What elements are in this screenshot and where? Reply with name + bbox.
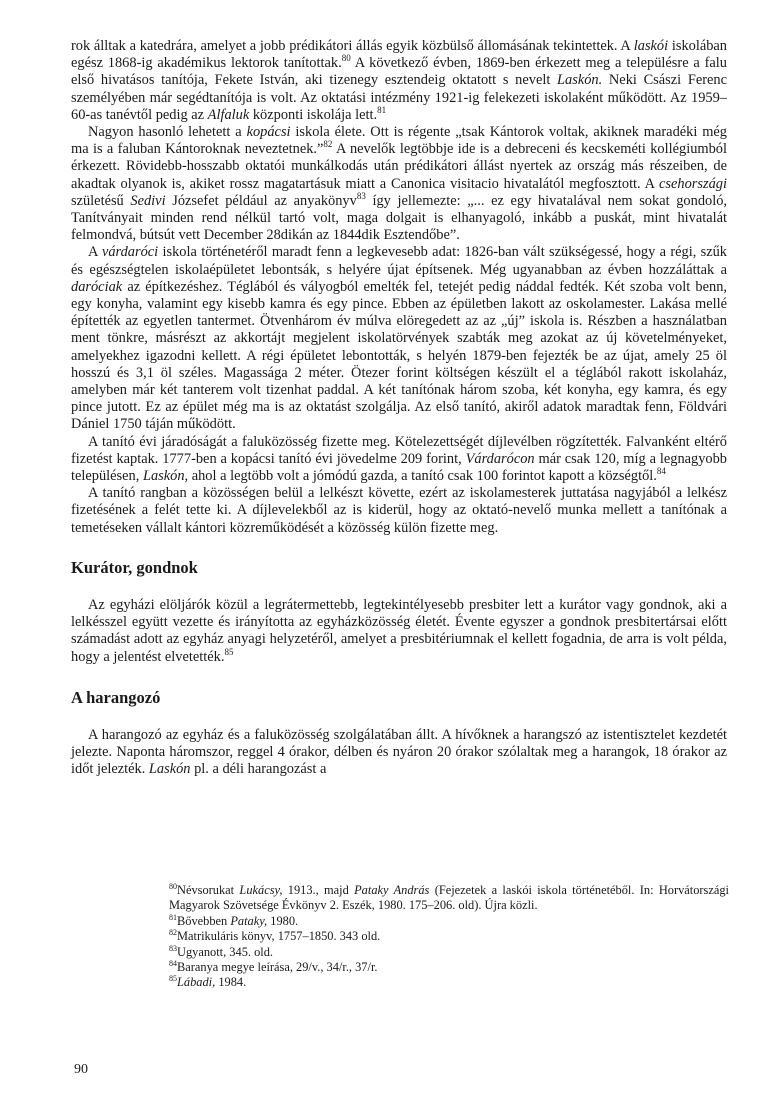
footnote-80: $^{80}$Névsorukat Lukácsy, 1913., majd Pataky András (Fejezetek a laskói iskola történetéből. In: Horvátországi Magyarok Szövetsége Évkönyv 2. Eszék, 1980. 175–206. old). Újra közli.: [169, 882, 730, 913]
paragraph-kurator: Az egyházi elöljárók közül a legrátermettebb, legtekintélyesebb presbiter lett a kurátor vagy gondnok, aki a lelkésszel együtt vezette és irányította az egyházközösség életét. Évente egyszer a gondnok presbitertársai előtt számadást adott az egyház anyagi helyzetéről, amelyet a presbitériumnak el kellett fogadnia, de arra is volt példa, hogy a jelentést elvetették.$^{85}$: [71, 596, 727, 665]
page-body: [71, 38, 727, 778]
footnote-ref: 82: [169, 928, 177, 938]
footnotes: [169, 883, 729, 991]
footnote-83: $^{83}$Ugyanott, 345. old.: [169, 943, 274, 959]
italic-text: daróciak: [71, 278, 123, 295]
footnote-ref: 80: [341, 53, 351, 64]
italic-text: csehországi: [659, 175, 727, 192]
footnote-ref: 84: [169, 959, 177, 969]
footnote-84: $^{84}$Baranya megye leírása, 29/v., 34/r., 37/r.: [169, 959, 378, 975]
footnote-ref: 81: [377, 104, 387, 115]
footnote-ref: 85: [224, 646, 234, 657]
italic-text: Alfaluk: [207, 106, 250, 123]
footnote-ref: 81: [169, 912, 177, 922]
heading-kurator: Kurátor, gondnok: [71, 557, 198, 577]
italic-text: Laskón.: [557, 72, 603, 89]
paragraph-kopacsi-school: Nagyon hasonló lehetett a kopácsi iskola élete. Ott is régente „tsak Kántorok voltak, akiknek maradéki még ma is a faluban Kántoroknak neveztetnek.”$^{82}$ A nevelők legtöbbje ide is a debreceni és kecskeméti kollégiumból érkezett. Rövidebb-hosszabb oktatói munkálkodás után prédikátori állást nyertek az ország más részeiben, de akadtak olyanok is, akiket rossz magatartásuk miatt a Canonica visitacio hivatalától megfosztott. A csehországi születésű Sedivi Józsefet például az anyakönyv$^{83}$ így jellemezte: „... ez egy hivatalával nem sokat gondoló, Tanítványait minden rend nélkül tartó volt, maga dolgait is elhanyagoló, inkább a puskát, mint hivatalát felmondvá, bútsút vett December 28dikán az 1844dik Esztendőbe”.: [71, 124, 727, 244]
paragraph-harangozo: A harangozó az egyház és a faluközösség szolgálatában állt. A hívőknek a harangszó az istentisztelet kezdetét jelezte. Naponta háromszor, reggel 4 órakor, délben és nyáron 20 órakor szólaltak meg a harangok, 18 órakor az időt jelezték. Laskón pl. a déli harangozást a: [71, 726, 727, 778]
footnote-82: $^{82}$Matrikuláris könyv, 1757–1850. 343 old.: [169, 928, 381, 944]
italic-text: Lábadi,: [177, 975, 216, 990]
italic-text: várdaróci: [101, 244, 159, 261]
italic-text: Laskón: [148, 761, 191, 778]
italic-text: kopácsi: [246, 124, 291, 141]
italic-text: Pataky,: [230, 913, 268, 928]
footnote-ref: 83: [356, 190, 366, 201]
footnote-ref: 80: [169, 882, 177, 891]
page-number: 90: [74, 1062, 88, 1077]
footnote-ref: 84: [656, 466, 666, 477]
footnote-85: $^{85}$Lábadi, 1984.: [169, 974, 247, 990]
italic-text: Sedivi: [130, 192, 166, 209]
footnote-ref: 83: [169, 943, 177, 953]
paragraph-teacher-salary: A tanító évi járadóságát a faluközösség fizette meg. Kötelezettségét díjlevélben rögzítették. Falvanként eltérő fizetést kaptak. 1777-ben a kopácsi tanító évi jövedelme 209 forint, Várdarócon már csak 120, míg a legnagyobb településen, Laskón, ahol a legtöbb volt a jómódú gazda, a tanító csak 100 forintot kapott a községtől.$^{84}$: [71, 433, 727, 485]
italic-text: Laskón,: [142, 468, 189, 485]
italic-text: Lukácsy,: [239, 883, 283, 897]
italic-text: Várdarócon: [465, 450, 535, 467]
italic-text: laskói: [633, 38, 669, 54]
italic-text: Pataky András: [354, 883, 430, 897]
heading-harangozo: A harangozó: [71, 687, 161, 707]
paragraph-teacher-rank: A tanító rangban a közösségen belül a lelkészt követte, ezért az iskolamesterek juttatása nagyjából a lelkész fizetésének a felét tette ki. A díjlevelekből az is kiderül, hogy az oktató-nevelő munka mellett a tanítónak a temetéseken vállalt kántori közreműködését a közösség külön fizette meg.: [71, 485, 727, 536]
footnote-81: $^{81}$Bővebben Pataky, 1980.: [169, 912, 299, 928]
footnote-ref: 85: [169, 974, 177, 984]
paragraph-vardaroci-school: A várdaróci iskola történetéről maradt fenn a legkevesebb adat: 1826-ban vált szükségessé, hogy a régi, szűk és egészségtelen iskolaépületet lebontsák, s helyére újat építsenek. Még ugyanabban az évben hozzáláttak a daróciak az építkezéshez. Téglából és vályogból emelték fel, tetejét pedig náddal fedték. Két szoba volt benn, egy konyha, valamint egy kisebb kamra és egy pince. Ebben az épületben lakott az oskolamester. Lakása mellé építették az egyetlen tantermet. Ötvenhárom év múlva elöregedett az az „új” iskola is. Részben a használatban ment tönkre, másrészt az akkortájt megjelent iskolatörvények szabták meg azokat az új követelményeket, amelyekhez igazodni kellett. A régi épületet lebontották, s helyén 1879-ben fejezték be az újat, amely 25 öl hosszú és 3,1 öl széles. Magassága 2 méter. Ötezer forint költségen készült el a téglából rakott iskolaház, amelyben már két tanterem volt tizenhat paddal. A két tanítónak három szoba, két konyha, egy kamra, és egy pince jutott. Ez az épület még ma is az oktatást szolgálja. Az első tanító, akiről adatok maradtak fenn, Földvári Dániel 1750 táján működött.: [71, 244, 727, 433]
paragraph-laskoi-school: rok álltak a katedrára, amelyet a jobb prédikátori állás egyik közbülső állomásának tekintettek. A laskói iskolában egész 1868-ig akadémikus lektorok tanítottak.$^{80}$ A következő évben, 1869-ben érkezett meg a településre a falu első hivatásos tanítója, Fekete István, aki tizenegy esztendeig oktatott s nevelt Laskón. Neki Császi Ferenc személyében már segédtanítója is volt. Az oktatási intézmény 1921-ig felekezeti iskolaként működött. Az 1959–60-as tanévtől pedig az Alfaluk központi iskolája lett.$^{81}$: [71, 38, 727, 123]
footnote-ref: 82: [323, 139, 333, 150]
